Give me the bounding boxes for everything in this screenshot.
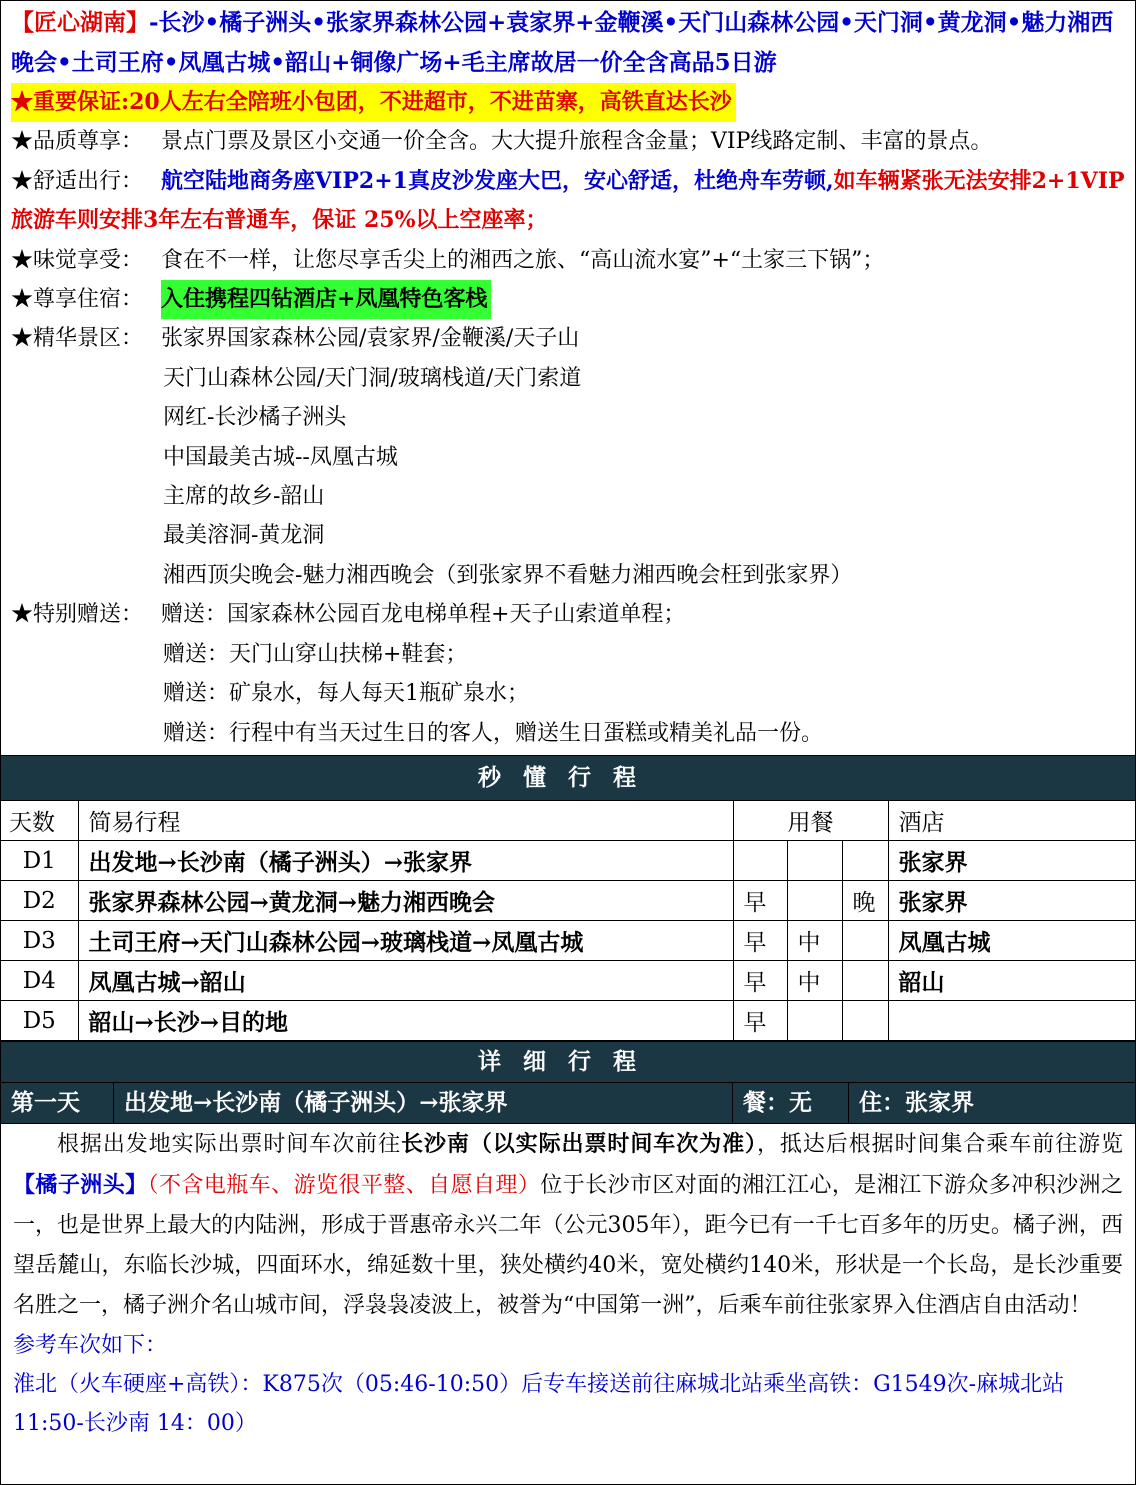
gift-item: 赠送：天门山穿山扶梯+鞋套； — [163, 641, 468, 667]
dinner-cell: 晚 — [842, 881, 888, 921]
dinner-cell — [842, 921, 888, 961]
day1-meal: 餐：无 — [733, 1083, 849, 1123]
feature-comfort — [1, 162, 1135, 241]
comfort-label: ★舒适出行： — [11, 168, 144, 194]
day1-label: 第一天 — [1, 1083, 114, 1123]
route-cell: 张家界森林公园→黄龙洞→魅力湘西晚会 — [78, 881, 733, 921]
gift-label: ★特别赠送： — [11, 602, 144, 628]
day1-description — [1, 1124, 1135, 1326]
feature-quality — [1, 122, 1135, 161]
feature-guarantee — [1, 83, 1135, 122]
day1-header-row — [1, 1083, 1135, 1124]
feature-taste — [1, 241, 1135, 280]
gift-item: 赠送：行程中有当天过生日的客人，赠送生日蛋糕或精美礼品一份。 — [163, 720, 824, 746]
feature-gifts — [1, 595, 1135, 634]
hotel-text: 入住携程四钻酒店+凤凰特色客栈 — [161, 280, 491, 319]
breakfast-cell: 早 — [733, 961, 787, 1001]
lunch-cell: 中 — [787, 961, 842, 1001]
table-row — [1, 1001, 1135, 1041]
hotel-cell: 韶山 — [888, 961, 1135, 1001]
route-cell: 韶山→长沙→目的地 — [78, 1001, 733, 1041]
feature-hotel — [1, 280, 1135, 319]
hotel-cell: 张家界 — [888, 881, 1135, 921]
comfort-red-text: 如车辆紧张无法安排2+1VIP旅游车则安排3年左右普通车，保证 25%以上空座率； — [11, 167, 1125, 234]
summary-header: 秒懂行程 — [1, 755, 1135, 801]
desc-mid: ，抵达后根据时间集合乘车前往游览 — [756, 1132, 1123, 1158]
scenic-item: 主席的故乡-韶山 — [163, 484, 325, 510]
col-meal-header: 用餐 — [733, 801, 888, 841]
tour-title — [1, 1, 1135, 83]
desc-attraction: 【橘子洲头】 — [13, 1172, 148, 1199]
scenic-label: ★精华景区： — [11, 326, 144, 352]
lunch-cell — [787, 881, 842, 921]
gift-item: 赠送：矿泉水，每人每天1瓶矿泉水； — [163, 681, 529, 707]
col-hotel-header: 酒店 — [888, 801, 1135, 841]
lunch-cell: 中 — [787, 921, 842, 961]
quality-label: ★品质尊享： — [11, 129, 144, 155]
col-route-header: 简易行程 — [78, 801, 733, 841]
reference-trains — [1, 1326, 1135, 1443]
desc-bold: 长沙南（以实际出票时间车次为准） — [401, 1131, 757, 1158]
lunch-cell — [787, 1001, 842, 1041]
scenic-item: 张家界国家森林公园/袁家界/金鞭溪/天子山 — [161, 326, 580, 352]
title-brand: 【匠心湖南】 — [11, 9, 149, 36]
route-cell: 凤凰古城→韶山 — [78, 961, 733, 1001]
table-row — [1, 881, 1135, 921]
ref-title: 参考车次如下： — [13, 1333, 168, 1359]
feature-scenic — [1, 319, 1135, 358]
hotel-cell: 凤凰古城 — [888, 921, 1135, 961]
route-cell: 土司王府→天门山森林公园→玻璃栈道→凤凰古城 — [78, 921, 733, 961]
scenic-item: 最美溶洞-黄龙洞 — [163, 523, 325, 549]
hotel-cell: 张家界 — [888, 841, 1135, 881]
scenic-item: 湘西顶尖晚会-魅力湘西晚会（到张家界不看魅力湘西晚会枉到张家界） — [163, 562, 853, 588]
gift-item: 赠送：国家森林公园百龙电梯单程+天子山索道单程； — [161, 602, 686, 628]
table-row — [1, 961, 1135, 1001]
taste-text: 食在不一样，让您尽享舌尖上的湘西之旅、“高山流水宴”+“土家三下锅”； — [161, 247, 885, 273]
day1-route: 出发地→长沙南（橘子洲头）→张家界 — [114, 1083, 733, 1123]
breakfast-cell — [733, 841, 787, 881]
hotel-label: ★尊享住宿： — [11, 287, 144, 313]
breakfast-cell: 早 — [733, 921, 787, 961]
taste-label: ★味觉享受： — [11, 247, 144, 273]
dinner-cell — [842, 841, 888, 881]
breakfast-cell: 早 — [733, 881, 787, 921]
summary-table — [1, 801, 1135, 1042]
day-cell: D2 — [1, 881, 78, 921]
ref-text: 淮北（火车硬座+高铁）：K875次（05:46-10:50）后专车接送前往麻城北站乘坐高铁：G1549次-麻城北站 11:50-长沙南 14：00） — [13, 1372, 1065, 1437]
day-cell: D3 — [1, 921, 78, 961]
summary-header-row — [1, 801, 1135, 841]
title-text: -长沙•橘子洲头•张家界森林公园+袁家界+金鞭溪•天门山森林公园•天门洞•黄龙洞•魅力湘西晚会•土司王府•凤凰古城•韶山+铜像广场+毛主席故居一价全含高品5日游 — [11, 9, 1114, 76]
quality-text: 景点门票及景区小交通一价全含。大大提升旅程含金量；VIP线路定制、丰富的景点。 — [161, 129, 993, 155]
day1-hotel: 住：张家界 — [859, 1089, 974, 1117]
comfort-blue-text: 航空陆地商务座VIP2+1真皮沙发座大巴，安心舒适，杜绝舟车劳顿, — [161, 167, 834, 194]
day-cell: D1 — [1, 841, 78, 881]
day-cell: D4 — [1, 961, 78, 1001]
hotel-cell — [888, 1001, 1135, 1041]
scenic-item: 网红-长沙橘子洲头 — [163, 405, 347, 431]
desc-note: （不含电瓶车、游览很平整、自愿自理） — [147, 1173, 541, 1199]
breakfast-cell: 早 — [733, 1001, 787, 1041]
lunch-cell — [787, 841, 842, 881]
scenic-item: 中国最美古城--凤凰古城 — [163, 444, 398, 470]
table-row — [1, 921, 1135, 961]
dinner-cell — [842, 1001, 888, 1041]
desc-rest: 位于长沙市区对面的湘江江心，是湘江下游众多冲积沙洲之一，也是世界上最大的内陆洲，形成于晋惠帝永兴二年（公元305年），距今已有一千七百多年的历史。橘子洲，西望岳麓山，东临长沙城，四面环水，绵延数十里，狭处横约40米，宽处横约140米，形状是一个长岛，是长沙重要名胜之一，橘子洲介名山城市间，浮袅袅凌波上，被誉为“中国第一洲”，后乘车前往张家界入住酒店自由活动！ — [13, 1173, 1123, 1319]
scenic-item: 天门山森林公园/天门洞/玻璃栈道/天门索道 — [163, 365, 582, 391]
day-cell: D5 — [1, 1001, 78, 1041]
dinner-cell — [842, 961, 888, 1001]
route-cell: 出发地→长沙南（橘子洲头）→张家界 — [78, 841, 733, 881]
table-row — [1, 841, 1135, 881]
guarantee-text: ★重要保证:20人左右全陪班小包团，不进超市，不进苗寨，高铁直达长沙 — [11, 83, 736, 122]
desc-start: 根据出发地实际出票时间车次前往 — [57, 1132, 402, 1158]
col-day-header: 天数 — [1, 801, 78, 841]
detail-header: 详细行程 — [1, 1041, 1135, 1083]
